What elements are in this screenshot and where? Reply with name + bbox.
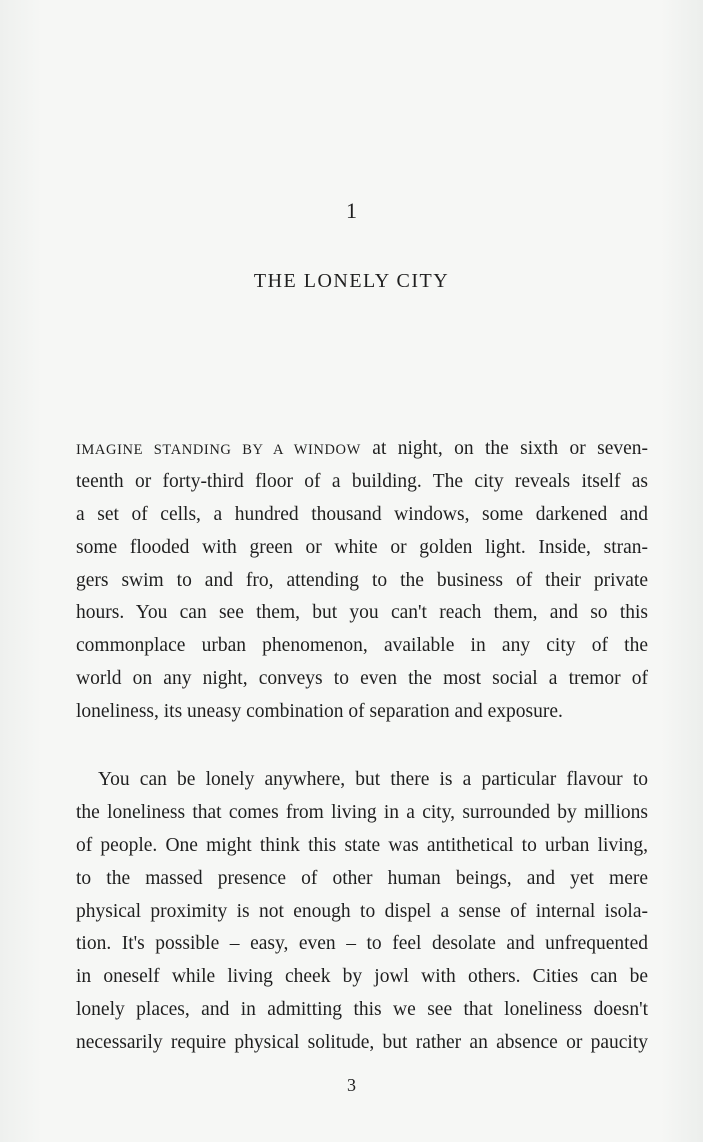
text-line	[76, 433, 648, 466]
text-line: gers swim to and fro, attending to the business of their private	[76, 569, 648, 591]
text-line: teenth or forty-third floor of a building. The city reveals itself as	[76, 470, 648, 492]
text-line: a set of cells, a hundred thousand windows, some darkened and	[76, 503, 648, 525]
chapter-number: 1	[346, 198, 357, 223]
paragraph-1	[76, 433, 648, 729]
text-line: the loneliness that comes from living in a city, surrounded by millions	[76, 801, 648, 823]
text-line: some flooded with green or white or golden light. Inside, stran-	[76, 536, 648, 558]
text-line: in oneself while living cheek by jowl with others. Cities can be	[76, 966, 648, 988]
line-text: at night, on the sixth or seven-	[360, 438, 648, 459]
text-line: to the massed presence of other human beings, and yet mere	[76, 867, 648, 889]
text-line: hours. You can see them, but you can't reach them, and so this	[76, 602, 648, 624]
text-line: necessarily require physical solitude, but rather an absence or paucity	[76, 1032, 648, 1054]
text-line: You can be lonely anywhere, but there is a particular flavour to	[98, 769, 648, 790]
paragraph-2	[76, 764, 648, 1060]
text-line: loneliness, its uneasy combination of separation and exposure.	[76, 701, 563, 723]
lead-in-small-caps: IMAGINE STANDING BY A WINDOW	[76, 442, 361, 458]
text-line: of people. One might think this state was antithetical to urban living,	[76, 834, 648, 856]
chapter-title: THE LONELY CITY	[253, 270, 450, 292]
text-line: physical proximity is not enough to dispel a sense of internal isola-	[76, 900, 648, 922]
text-line: commonplace urban phenomenon, available in any city of the	[76, 635, 648, 657]
page-number: 3	[347, 1075, 356, 1095]
text-line: world on any night, conveys to even the most social a tremor of	[76, 668, 648, 690]
text-line: tion. It's possible – easy, even – to feel desolate and unfrequented	[76, 933, 648, 955]
text-line: lonely places, and in admitting this we see that loneliness doesn't	[76, 999, 648, 1021]
